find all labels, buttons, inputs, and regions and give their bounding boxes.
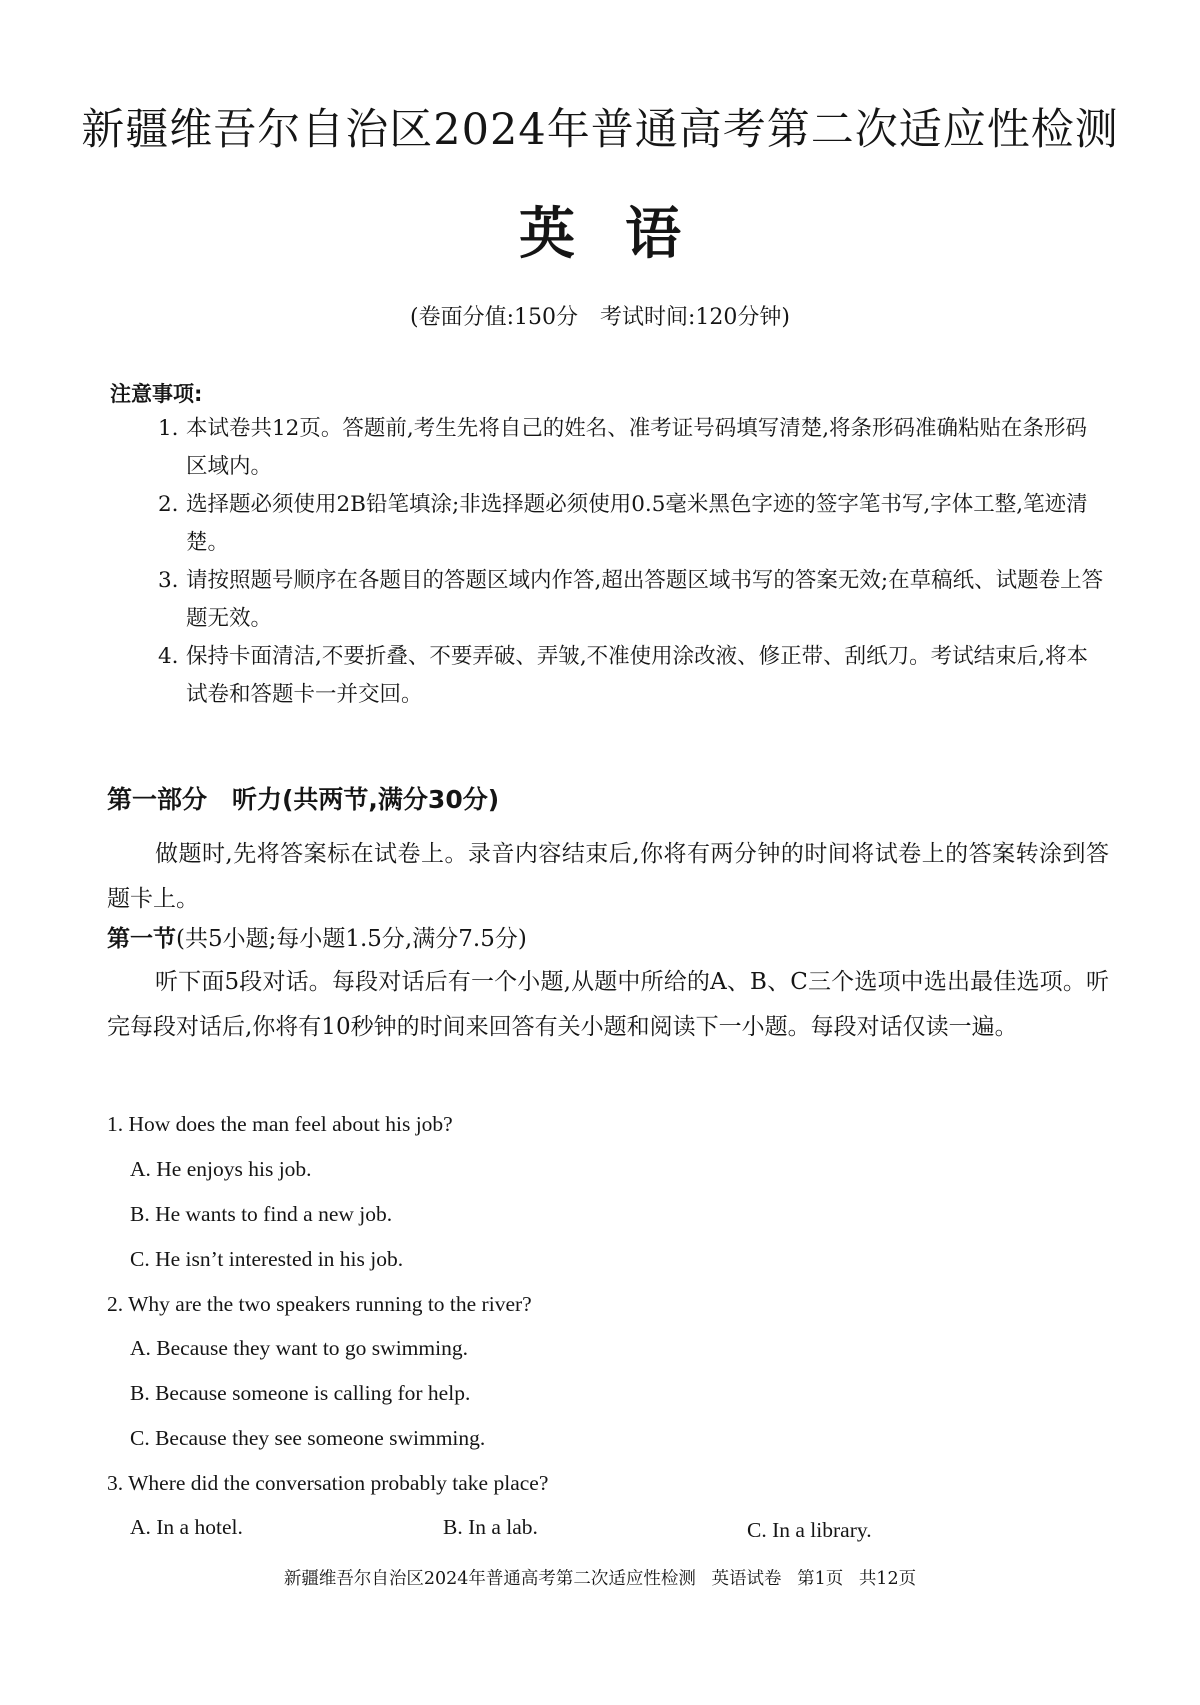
notice-item-text: 请按照题号顺序在各题目的答题区域内作答,超出答题区域书写的答案无效;在草稿纸、试题卷上答题无效。 xyxy=(186,568,1104,631)
question-1-option-c: C. He isn’t interested in his job. xyxy=(130,1247,404,1271)
question-stem-3: 3. Where did the conversation probably take place? xyxy=(107,1471,549,1495)
notice-heading: 注意事项: xyxy=(110,382,203,406)
question-3-option-b: B. In a lab. xyxy=(443,1515,538,1539)
page-footer xyxy=(0,1565,1200,1590)
notice-item-text: 选择题必须使用2B铅笔填涂;非选择题必须使用0.5毫米黑色字迹的签字笔书写,字体工整,笔迹清楚。 xyxy=(186,492,1088,555)
notice-item-4 xyxy=(158,638,1108,714)
question-stem-2: 2. Why are the two speakers running to the river? xyxy=(107,1292,532,1316)
part-one-heading: 第一部分 听力(共两节,满分30分) xyxy=(107,785,500,814)
part-one-intro: 做题时,先将答案标在试卷上。录音内容结束后,你将有两分钟的时间将试卷上的答案转涂到答题卡上。 xyxy=(107,841,1109,912)
footer-total-pages: 共12页 xyxy=(858,1569,917,1589)
notice-item-1 xyxy=(158,410,1108,486)
notice-item-number: 2. xyxy=(158,492,179,517)
notice-item-text: 保持卡面清洁,不要折叠、不要弄破、弄皱,不准使用涂改液、修正带、刮纸刀。考试结束后,将本试卷和答题卡一并交回。 xyxy=(186,644,1089,707)
section-one-instructions: 听下面5段对话。每段对话后有一个小题,从题中所给的A、B、C三个选项中选出最佳选项。听完每段对话后,你将有10秒钟的时间来回答有关小题和阅读下一小题。每段对话仅读一遍。 xyxy=(107,969,1109,1040)
notice-item-number: 3. xyxy=(158,568,179,593)
question-2-option-b: B. Because someone is calling for help. xyxy=(130,1381,471,1405)
question-2-option-c: C. Because they see someone swimming. xyxy=(130,1426,486,1450)
question-1-option-b: B. He wants to find a new job. xyxy=(130,1202,393,1226)
subject-title: 英语 xyxy=(519,202,731,267)
notice-item-text: 本试卷共12页。答题前,考生先将自己的姓名、准考证号码填写清楚,将条形码准确粘贴在条形码区域内。 xyxy=(186,416,1088,479)
section-one-label: 第一节 xyxy=(107,926,176,952)
section-one-detail: (共5小题;每小题1.5分,满分7.5分) xyxy=(176,926,527,952)
question-2-option-a: A. Because they want to go swimming. xyxy=(130,1336,468,1360)
exam-title: 新疆维吾尔自治区2024年普通高考第二次适应性检测 xyxy=(81,105,1119,155)
notice-item-2 xyxy=(158,486,1108,562)
notice-item-3 xyxy=(158,562,1108,638)
section-one-heading xyxy=(107,920,527,953)
notice-item-number: 1. xyxy=(158,416,179,441)
question-1-option-a: A. He enjoys his job. xyxy=(130,1157,312,1181)
footer-page-number: 第1页 xyxy=(797,1569,844,1589)
notice-item-number: 4. xyxy=(158,644,179,669)
footer-title: 新疆维吾尔自治区2024年普通高考第二次适应性检测 xyxy=(283,1569,696,1589)
question-stem-1: 1. How does the man feel about his job? xyxy=(107,1112,453,1136)
question-3-option-a: A. In a hotel. xyxy=(130,1515,243,1539)
footer-subject: 英语试卷 xyxy=(711,1569,782,1589)
exam-info: (卷面分值:150分 考试时间:120分钟) xyxy=(410,305,790,330)
question-3-option-c: C. In a library. xyxy=(747,1518,872,1542)
